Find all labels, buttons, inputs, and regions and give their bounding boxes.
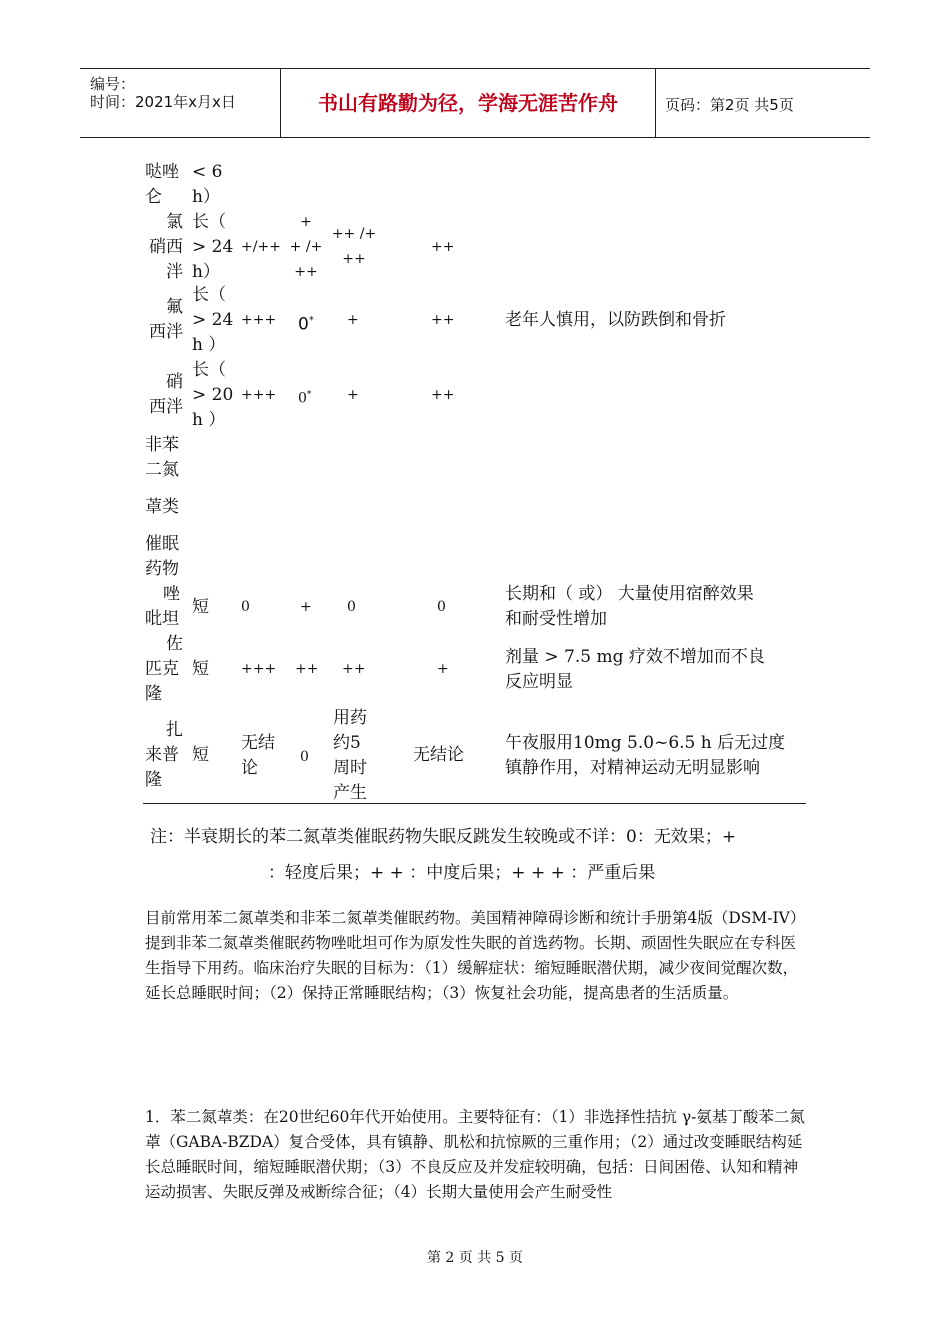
- cell-drug-name: 氟 西泮: [149, 297, 183, 342]
- body-paragraph: 目前常用苯二氮䓬类和非苯二氮䓬类催眠药物。美国精神障碍诊断和统计手册第4版（DSM-IV）提到非苯二氮䓬类催眠药物唑吡坦可作为原发性失眠的首选药物。长期、顽固性失眠应在专科医生指导下用药。临床治疗失眠的目标为：（1）缓解症状：缩短睡眠潜伏期，减少夜间觉醒次数，延长总睡眠时间；（2）保持正常睡眠结构；（3）恢复社会功能，提高患者的生活质量。: [145, 909, 806, 1002]
- cell-c3: +/++: [241, 239, 281, 255]
- cell-drug-name: 氯 硝西 泮: [149, 212, 183, 282]
- cell-c6: 0: [437, 599, 446, 615]
- cell-c6: +: [437, 661, 449, 677]
- cell-halflife: 长（ > 24 h ）: [192, 285, 234, 355]
- cell-remark: 老年人慎用，以防跌倒和骨折: [505, 310, 726, 330]
- cell-drug-name: 哒唑 仑: [145, 162, 179, 207]
- cell-remark: 剂量 > 7.5 mg 疗效不增加而不良 反应明显: [505, 647, 765, 692]
- header-time: 时间：2021年x月x日: [90, 93, 236, 111]
- cell-halflife: 短: [192, 597, 209, 617]
- cell-c3: +++: [241, 312, 277, 328]
- cell-c6: ++: [431, 312, 455, 328]
- cell-c5: 0: [347, 599, 356, 615]
- cell-c4: 0*: [298, 314, 314, 335]
- cell-c5: ++: [342, 661, 366, 677]
- body-paragraph-benzodiazepines: 1．苯二氮䓬类：在20世纪60年代开始使用。主要特征有：（1）非选择性拮抗 γ-氨基丁酸苯二氮䓬（GABA-BZDA）复合受体，具有镇静、肌松和抗惊厥的三重作用；（2）通过改变睡眠结构延长总睡眠时间，缩短睡眠潜伏期；（3）不良反应及并发症较明确，包括：日间困倦、认知和精神运动损害、失眠反弹及戒断综合征；（4）长期大量使用会产生耐受性: [145, 1108, 805, 1201]
- cell-c3: +++: [241, 387, 277, 403]
- cell-drug-name-cont: 匹克 隆: [145, 659, 179, 704]
- cell-c4: ++: [295, 661, 319, 677]
- cell-c4: + + /+ ++: [289, 214, 323, 280]
- header-motto: 书山有路勤为径，学海无涯苦作舟: [281, 69, 656, 137]
- cell-c3: 无结 论: [241, 733, 275, 778]
- header-page: 页码：第2页 共5页: [665, 96, 794, 114]
- cell-drug-name: 扎: [166, 720, 183, 740]
- cell-c4: 0*: [298, 390, 312, 407]
- cell-c6: ++: [431, 387, 455, 403]
- cell-halflife: 长（ > 24 h）: [192, 212, 234, 282]
- cell-category: 非苯 二氮: [145, 435, 179, 480]
- cell-drug-name: 催眠 药物 唑 吡坦: [145, 534, 180, 629]
- cell-remark: 长期和（ 或） 大量使用宿醉效果 和耐受性增加: [505, 584, 754, 629]
- cell-halflife: 短: [192, 745, 209, 765]
- table-note-line1: 注：半衰期长的苯二氮䓬类催眠药物失眠反跳发生较晚或不详：0：无效果；+: [150, 827, 737, 847]
- cell-halflife: 长（ > 20 h ）: [192, 360, 234, 430]
- header-number: 编号：: [90, 75, 136, 93]
- cell-drug-name: 硝 西泮: [149, 372, 183, 417]
- cell-c3: +++: [241, 661, 277, 677]
- cell-halflife: < 6 h）: [192, 162, 223, 207]
- cell-c5: 用药 约5 周时 产生: [333, 708, 367, 803]
- cell-drug-name: 佐: [166, 634, 183, 654]
- cell-category: 䓬类: [145, 497, 179, 517]
- cell-remark: 午夜服用10mg 5.0~6.5 h 后无过度 镇静作用，对精神运动无明显影响: [505, 733, 786, 778]
- cell-c4: 0: [300, 749, 309, 765]
- cell-c5: +: [347, 387, 359, 403]
- cell-drug-name-cont: 来普 隆: [145, 745, 179, 790]
- cell-halflife: 短: [192, 659, 209, 679]
- cell-c5: ++ /+ ++: [331, 226, 377, 267]
- cell-c6: 无结论: [413, 745, 464, 765]
- cell-c5: +: [347, 312, 359, 328]
- cell-c6: ++: [431, 239, 455, 255]
- cell-c3: 0: [241, 599, 250, 615]
- table-bottom-rule: [143, 803, 806, 804]
- page-footer: 第 2 页 共 5 页: [426, 1250, 524, 1266]
- table-note-line2: ：轻度后果；+ + ：中度后果；+ + + ：严重后果: [268, 863, 656, 883]
- cell-c4: +: [300, 599, 312, 615]
